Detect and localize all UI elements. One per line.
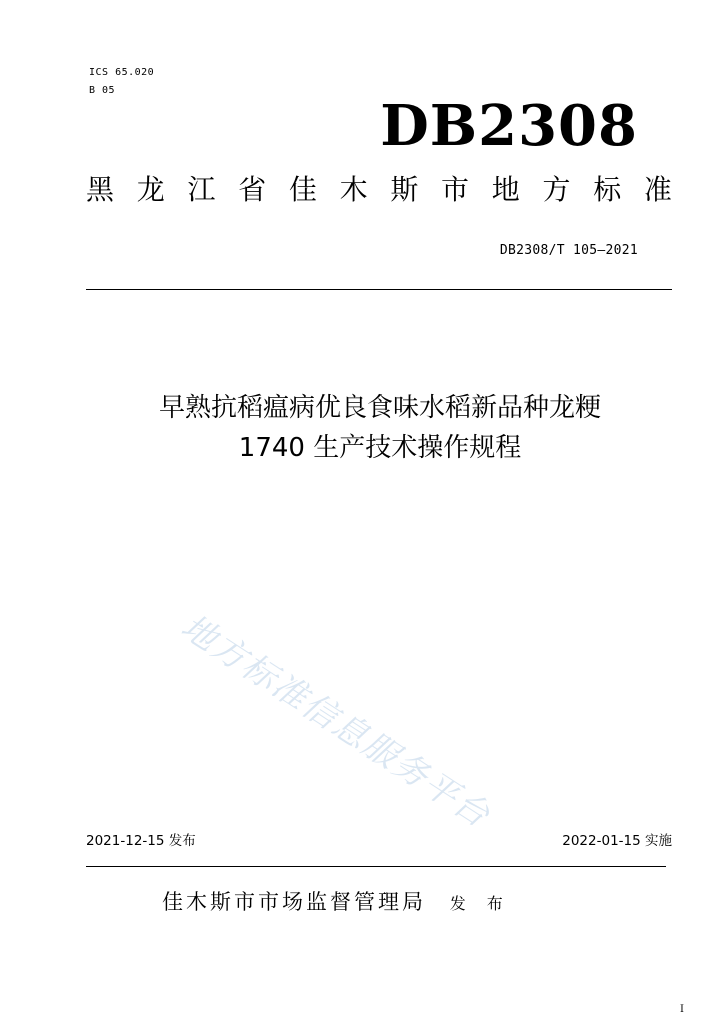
bottom-divider — [86, 866, 666, 867]
classification-codes — [89, 64, 154, 100]
title-line-2: 1740 生产技术操作规程 — [238, 433, 522, 463]
issuer — [162, 886, 511, 916]
standard-type-char: 省 — [238, 173, 267, 206]
standard-type-char: 斯 — [390, 173, 419, 206]
issuer-name: 佳木斯市市场监督管理局 — [162, 890, 426, 914]
standard-type-char: 龙 — [136, 173, 165, 206]
standard-type-char: 黑 — [86, 173, 115, 206]
issuer-action: 发 布 — [449, 894, 511, 913]
standard-type-char: 木 — [339, 173, 368, 206]
document-title — [60, 388, 700, 468]
standard-number: DB2308/T 105—2021 — [499, 243, 638, 258]
standard-type-char: 市 — [441, 173, 470, 206]
issue-date: 2021-12-15 发布 — [86, 833, 196, 849]
ccs-code: B 05 — [89, 85, 116, 96]
standard-type — [86, 172, 672, 208]
standard-type-char: 佳 — [288, 173, 317, 206]
standard-type-char: 地 — [491, 173, 520, 206]
implementation-date: 2022-01-15 实施 — [562, 833, 672, 849]
title-line-1: 早熟抗稻瘟病优良食味水稻新品种龙粳 — [158, 393, 601, 423]
standard-type-char: 标 — [593, 173, 622, 206]
ics-code: ICS 65.020 — [89, 67, 155, 78]
watermark: 地方标准信息服务平台 — [173, 606, 498, 837]
standard-type-char: 方 — [542, 173, 571, 206]
standard-type-char: 江 — [187, 173, 216, 206]
db-logo: DB2308 — [380, 93, 638, 159]
standard-type-char: 准 — [643, 173, 672, 206]
page-number: I — [680, 1004, 684, 1015]
top-divider — [86, 289, 672, 290]
